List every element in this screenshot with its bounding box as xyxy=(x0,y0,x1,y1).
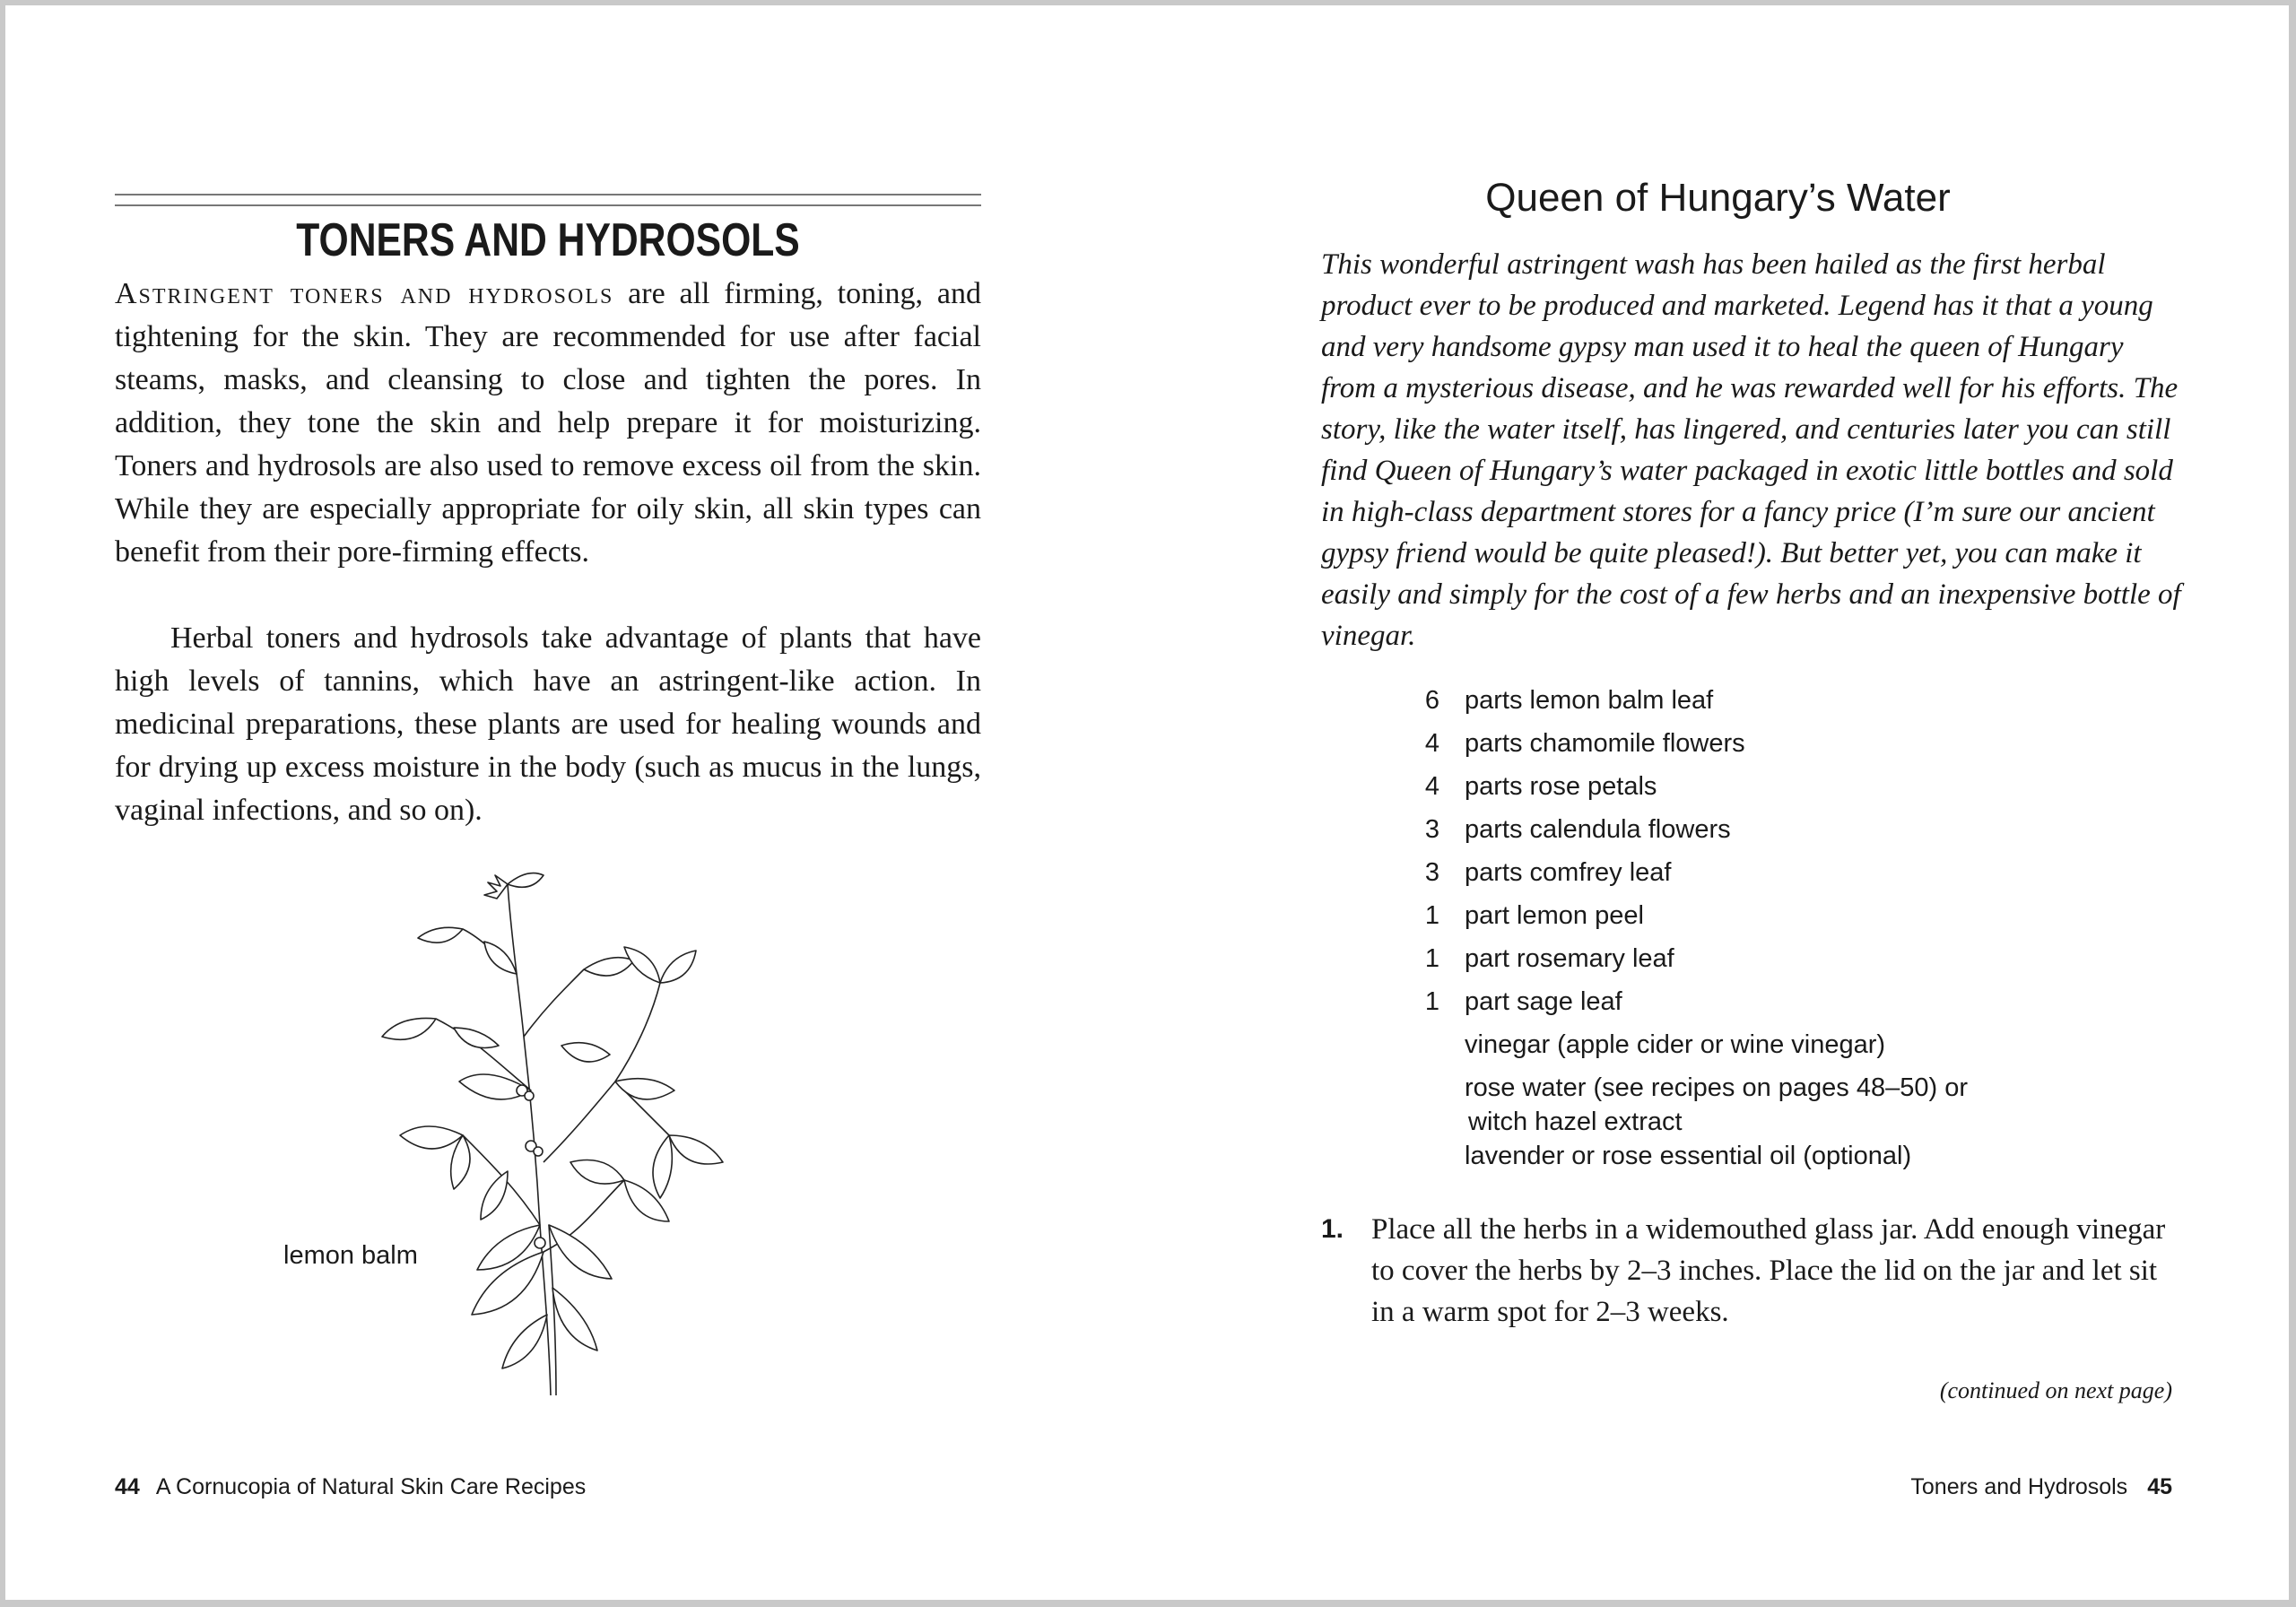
step-text: Place all the herbs in a widemouthed glass jar. Add enough vinegar to cover the herbs by 2–3 inches. Place the lid on the jar and let sit in a warm spot for 2–3 weeks. xyxy=(1371,1213,2166,1328)
recipe-title: Queen of Hungary’s Water xyxy=(1485,176,1951,220)
ingredient-item xyxy=(1416,1139,2134,1182)
ingredient-qty: 3 xyxy=(1424,858,1440,887)
ingredient-qty: 4 xyxy=(1424,729,1440,758)
right-page-number: 45 xyxy=(2147,1474,2172,1499)
left-page-footer xyxy=(115,1474,586,1500)
ingredient-qty: 1 xyxy=(1424,901,1440,930)
ingredient-name: parts lemon balm leaf xyxy=(1465,686,1714,715)
section-heading: TONERS AND HYDROSOLS xyxy=(296,214,800,266)
illustration-caption: lemon balm xyxy=(283,1241,418,1270)
ingredient-name: parts chamomile flowers xyxy=(1465,729,1745,758)
ingredient-qty: 1 xyxy=(1424,987,1440,1016)
ingredient-item xyxy=(1416,1071,2134,1139)
ingredient-name: part lemon peel xyxy=(1465,901,1644,930)
left-running-title: A Cornucopia of Natural Skin Care Recipes xyxy=(155,1474,587,1499)
ingredient-name xyxy=(1465,1071,2134,1139)
continued-note: (continued on next page) xyxy=(1939,1377,2172,1403)
left-page xyxy=(5,5,1147,1600)
lead-in-smallcaps: Astringent toners and hydrosols xyxy=(115,277,614,310)
right-page-footer xyxy=(1910,1474,2172,1500)
intro-paragraph-text: are all firming, toning, and tightening for the skin. They are recommended for use after facial steams, masks, and cleansing to close and tighten the pores. In addition, they tone the skin and help prepare it for moisturizing. Toners and hydrosols are also used to remove excess oil from the skin. While they are especially appropriate for oily skin, all skin types can benefit from their pore-firming effects. xyxy=(115,277,981,569)
ingredient-qty: 6 xyxy=(1424,686,1440,715)
ingredient-qty: 1 xyxy=(1424,944,1440,973)
ingredient-item xyxy=(1416,899,2134,942)
ingredient-name: parts calendula flowers xyxy=(1465,815,1731,844)
ingredient-name-line1: rose water (see recipes on pages 48–50) or xyxy=(1465,1073,1968,1102)
lemon-balm-illustration xyxy=(364,866,759,1404)
instruction-step xyxy=(1321,1209,2182,1333)
recipe-intro: This wonderful astringent wash has been hailed as the first herbal product ever to be produced and marketed. Legend has it that a young and very handsome gypsy man used it to heal the queen of Hungary from a mysterious disease, and he was rewarded well for his efforts. The story, like the water itself, has lingered, and centuries later you can still find Queen of Hungary’s water packaged in exotic little bottles and sold in high-class department stores for a fancy price (I’m sure our ancient gypsy friend would be quite pleased!). But better yet, you can make it easily and simply for the cost of a few herbs and an inexpensive bottle of vinegar. xyxy=(1321,248,2181,652)
ingredient-item xyxy=(1416,726,2134,769)
ingredient-qty: 3 xyxy=(1424,815,1440,844)
ingredient-name: part sage leaf xyxy=(1465,987,1622,1016)
ingredient-item xyxy=(1416,942,2134,985)
ingredient-item xyxy=(1416,769,2134,812)
ingredient-list xyxy=(1416,683,2134,1182)
ingredient-item xyxy=(1416,1028,2134,1071)
left-page-number: 44 xyxy=(115,1474,140,1499)
ingredient-name: parts comfrey leaf xyxy=(1465,858,1672,887)
ingredient-name: vinegar (apple cider or wine vinegar) xyxy=(1465,1030,1886,1059)
tannins-paragraph: Herbal toners and hydrosols take advantage of plants that have high levels of tannins, which have an astringent-like action. In medicinal preparations, these plants are used for healing wounds and for drying up excess moisture in the body (such as mucus in the lungs, vaginal infections, and so on). xyxy=(115,621,981,827)
ingredient-item xyxy=(1416,812,2134,856)
ingredient-item xyxy=(1416,985,2134,1028)
ingredient-name-line2: witch hazel extract xyxy=(1468,1108,1683,1136)
step-number: 1. xyxy=(1321,1214,1344,1244)
right-page xyxy=(1147,5,2289,1600)
right-running-title: Toners and Hydrosols xyxy=(1910,1474,2128,1499)
ingredient-item xyxy=(1416,856,2134,899)
heading-double-rule xyxy=(115,194,981,206)
ingredient-qty: 4 xyxy=(1424,772,1440,801)
ingredient-name: part rosemary leaf xyxy=(1465,944,1674,973)
book-spread xyxy=(5,5,2289,1600)
ingredient-name: lavender or rose essential oil (optional) xyxy=(1465,1142,1912,1170)
intro-paragraph xyxy=(115,273,981,574)
ingredient-name: parts rose petals xyxy=(1465,772,1657,801)
ingredient-item xyxy=(1416,683,2134,726)
